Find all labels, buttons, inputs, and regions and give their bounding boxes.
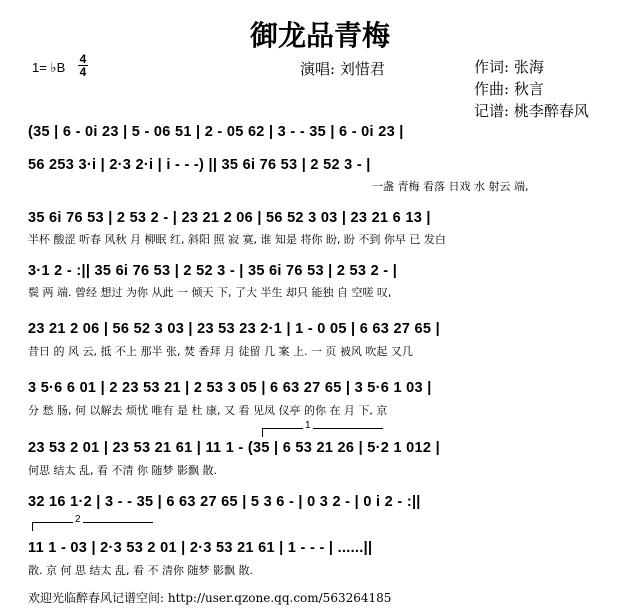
score-row-3: 35 6i 76 53 | 2 53 2 - | 23 21 2 06 | 56 52 3 03 | 23 21 6 13 | — [28, 210, 431, 226]
lyricist-credit: 作词: 张海 — [474, 58, 544, 76]
lyrics-row-2: 一盏 青梅 看落 日戏 水 射云 端, — [372, 180, 529, 193]
score-row-9: 11 1 - 03 | 2·3 53 2 01 | 2·3 53 21 61 | 1 - - - | ......|| — [28, 540, 373, 556]
footer-note: 欢迎光临醉春风记谱空间: http://user.qzone.qq.com/563264185 — [28, 591, 392, 605]
lyrics-row-9: 散. 京 何 思 结太 乱, 看 不 清你 随梦 影飘 散. — [28, 564, 253, 577]
lyrics-row-7: 何思 结太 乱, 看 不清 你 随梦 影飘 散. — [28, 464, 217, 477]
composer-credit: 作曲: 秋言 — [474, 80, 544, 98]
first-ending-number: 1 — [305, 420, 311, 431]
meter-bottom: 4 — [79, 65, 87, 79]
second-ending-number: 2 — [75, 514, 81, 525]
score-row-4: 3·1 2 - :|| 35 6i 76 53 | 2 52 3 - | 35 6i 76 53 | 2 53 2 - | — [28, 263, 398, 279]
score-row-7: 23 53 2 01 | 23 53 21 61 | 11 1 - (35 | 6 53 21 26 | 5·2 1 012 | — [28, 440, 440, 456]
time-signature — [78, 53, 88, 78]
key-signature: 1= ♭B — [32, 60, 66, 75]
song-title: 御龙品青梅 — [249, 19, 390, 52]
lyrics-row-5: 昔日 的 风 云, 抵 不上 那半 张, 焚 香拜 月 徒留 几 案 上. 一 页 被风 吹起 又几 — [28, 345, 413, 358]
score-row-5: 23 21 2 06 | 56 52 3 03 | 23 53 23 2·1 | 1 - 0 05 | 6 63 27 65 | — [28, 321, 440, 337]
second-ending-bracket — [32, 514, 153, 531]
lyrics-row-4: 鬓 两 端. 曾经 想过 为你 从此 一 倾天 下, 了大 半生 却只 能独 自 空嗟 叹, — [28, 286, 392, 299]
score-row-6: 3 5·6 6 01 | 2 23 53 21 | 2 53 3 05 | 6 63 27 65 | 3 5·6 1 03 | — [28, 380, 432, 396]
score-row-2: 56 253 3·i | 2·3 2·i | i - - -) || 35 6i 76 53 | 2 52 3 - | — [28, 157, 371, 173]
score-row-8: 32 16 1·2 | 3 - - 35 | 6 63 27 65 | 5 3 6 - | 0 3 2 - | 0 i 2 - :|| — [28, 494, 421, 510]
lyrics-row-3: 半杯 酸涩 听春 风秋 月 柳眠 红, 斜阳 照 寂 寞, 谁 知是 将你 盼, 盼 不到 你早 已 发白 — [28, 233, 446, 246]
singer-credit: 演唱: 刘惜君 — [300, 60, 385, 78]
meter-top: 4 — [79, 52, 87, 66]
first-ending-bracket — [262, 420, 383, 437]
score-row-1: (35 | 6 - 0i 23 | 5 - 06 51 | 2 - 05 62 | 3 - - 35 | 6 - 0i 23 | — [28, 124, 404, 140]
transcriber-credit: 记谱: 桃李醉春风 — [474, 102, 589, 120]
lyrics-row-6: 分 愁 肠, 何 以解去 烦忧 唯有 是 杜 康, 又 看 见凤 仪亭 的你 在 月 下, 京 — [28, 404, 388, 417]
